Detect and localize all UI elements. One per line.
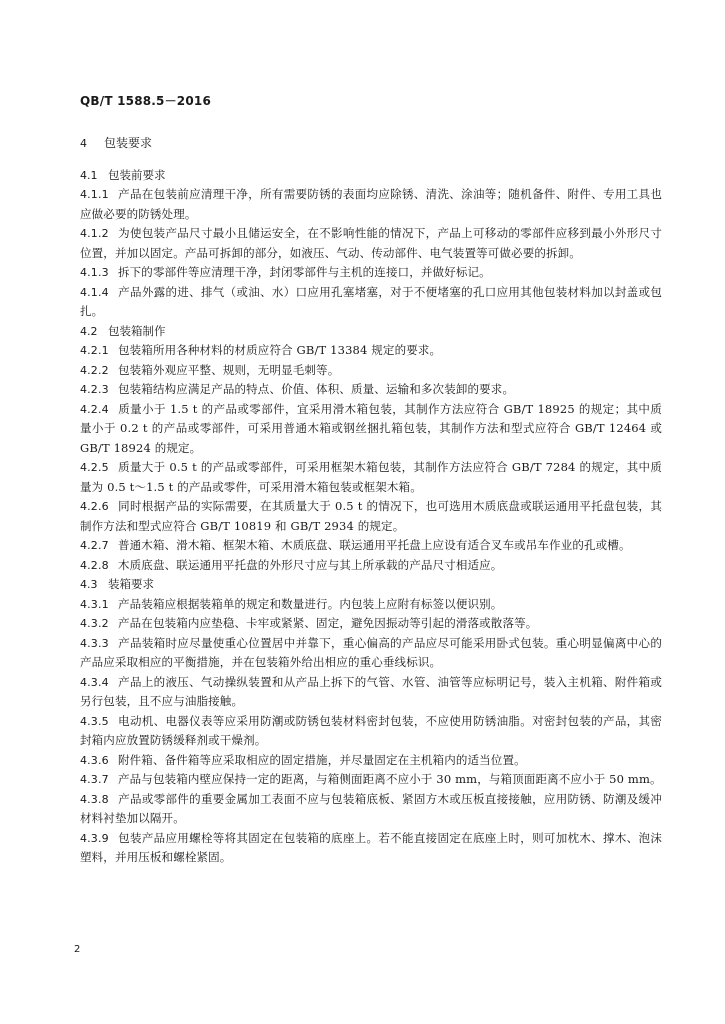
standard-code: QB/T 1588.5－2016 — [80, 94, 211, 108]
clause-number: 4.3.4 — [80, 675, 109, 689]
clause-number: 4.2.4 — [80, 402, 109, 416]
clause-text: 产品上的液压、气动操纵装置和从产品上拆下的气管、水管、油管等应标明记号，装入主机箱、附件箱或另行包装，且不应与油脂接触。 — [80, 674, 662, 708]
clause-number: 4.3 — [80, 578, 98, 591]
clause-text: 电动机、电器仪表等应采用防潮或防锈包装材料密封包装，不应使用防锈油脂。对密封包装的产品，其密封箱内应放置防锈缓释剂或干燥剂。 — [80, 713, 662, 747]
clause-number: 4.2.8 — [80, 558, 109, 572]
clause-paragraph — [80, 283, 662, 322]
clause-paragraph — [80, 712, 662, 751]
clause-number: 4.3.8 — [80, 792, 109, 806]
clause-number: 4.2.7 — [80, 539, 109, 552]
clause-number: 4.2.1 — [80, 344, 109, 357]
clause-text: 普通木箱、滑木箱、框架木箱、木质底盘、联运通用平托盘上应设有适合叉车或吊车作业的孔或槽。 — [118, 538, 631, 552]
clause-text: 包装箱外观应平整、规则，无明显毛刺等。 — [118, 362, 340, 377]
clause-paragraph — [80, 634, 662, 673]
clause-paragraph — [80, 380, 662, 400]
clause-text: 产品装箱时应尽量使重心位置居中并靠下，重心偏高的产品应尽可能采用卧式包装。重心明显偏离中心的产品应采取相应的平衡措施，并在包装箱外给出相应的重心垂线标识。 — [80, 635, 662, 669]
clause-number: 4.2.6 — [80, 500, 109, 513]
clause-paragraph — [80, 829, 662, 868]
clause-text: 拆下的零部件等应清理干净，封闭零部件与主机的连接口，并做好标记。 — [118, 265, 491, 279]
clause-number: 4.3.9 — [80, 831, 109, 845]
clause-paragraph — [80, 458, 662, 497]
clause-text: 同时根据产品的实际需要，在其质量大于 0.5 t 的情况下，也可选用木质底盘或联运通用平托盘包装，其制作方法和型式应符合 GB/T 10819 和 GB/T 2934 的规定。 — [80, 499, 662, 533]
clause-paragraph — [80, 361, 662, 381]
clause-number: 4 — [80, 137, 87, 150]
section-heading — [80, 166, 662, 186]
clause-text: 包装箱所用各种材料的材质应符合 GB/T 13384 规定的要求。 — [118, 343, 442, 357]
clause-text: 产品外露的进、排气（或油、水）口应用孔塞堵塞，对于不便堵塞的孔口应用其他包装材料加以封盖或包扎。 — [80, 284, 662, 318]
clause-paragraph — [80, 751, 662, 771]
clause-text: 产品与包装箱内壁应保持一定的距离，与箱侧面距离不应小于 30 mm，与箱顶面距离不应小于 50 mm。 — [118, 772, 662, 786]
section-heading — [80, 322, 662, 342]
clause-number: 4.3.1 — [80, 597, 109, 611]
clause-text: 产品或零部件的重要金属加工表面不应与包装箱底板、紧固方木或压板直接接触，应用防锈、防潮及缓冲材料衬垫加以隔开。 — [80, 791, 662, 825]
clause-paragraph — [80, 263, 662, 283]
clause-paragraph — [80, 595, 662, 615]
clause-number: 4.2.2 — [80, 363, 109, 377]
clause-number: 4.3.3 — [80, 636, 109, 650]
document-body — [80, 134, 662, 868]
clause-number: 4.3.5 — [80, 714, 109, 728]
clause-paragraph — [80, 614, 662, 634]
clause-text: 质量小于 1.5 t 的产品或零部件，宜采用滑木箱包装，其制作方法应符合 GB/T 18925 的规定；其中质量小于 0.2 t 的产品或零部件，可采用普通木箱或钢丝捆扎箱包装，其制作方法和型式应符合 GB/T 12464 或 GB/T 18924 的规定。 — [80, 401, 662, 455]
page-number: 2 — [74, 944, 81, 955]
clause-paragraph — [80, 224, 662, 263]
section-heading — [80, 134, 662, 154]
clause-text: 产品在包装前应清理干净，所有需要防锈的表面均应除锈、清洗、涂油等；随机备件、附件、专用工具也应做必要的防锈处理。 — [80, 187, 662, 221]
heading-text: 包装要求 — [104, 136, 153, 150]
heading-text: 包装箱制作 — [108, 323, 166, 338]
clause-number: 4.3.7 — [80, 773, 109, 786]
section-heading — [80, 575, 662, 595]
clause-number: 4.2 — [80, 324, 98, 338]
clause-text: 包装箱结构应满足产品的特点、价值、体积、质量、运输和多次装卸的要求。 — [118, 382, 515, 396]
clause-number: 4.1.1 — [80, 188, 109, 201]
clause-number: 4.2.5 — [80, 461, 109, 474]
clause-number: 4.1.2 — [80, 227, 109, 240]
heading-text: 装箱要求 — [108, 577, 154, 591]
clause-text: 产品装箱应根据装箱单的规定和数量进行。内包装上应附有标签以便识别。 — [118, 596, 503, 611]
clause-paragraph — [80, 400, 662, 459]
clause-text: 产品在包装箱内应垫稳、卡牢或紧紧、固定，避免因振动等引起的滑落或散落等。 — [118, 616, 538, 630]
clause-paragraph — [80, 497, 662, 536]
clause-paragraph — [80, 770, 662, 790]
clause-paragraph — [80, 556, 662, 576]
clause-text: 为使包装产品尺寸最小且储运安全，在不影响性能的情况下，产品上可移动的零部件应移到最小外形尺寸位置，并加以固定。产品可拆卸的部分，如液压、气动、传动部件、电气装置等可做必要的拆卸。 — [80, 226, 662, 260]
heading-text: 包装前要求 — [108, 167, 166, 182]
clause-number: 4.3.6 — [80, 753, 109, 767]
clause-text: 质量大于 0.5 t 的产品或零部件，可采用框架木箱包装，其制作方法应符合 GB/T 7284 的规定，其中质量为 0.5 t～1.5 t 的产品或零件，可采用滑木箱包装或框架木箱。 — [80, 460, 662, 494]
clause-paragraph — [80, 536, 662, 556]
clause-number: 4.1.4 — [80, 285, 109, 299]
clause-number: 4.3.2 — [80, 617, 109, 630]
clause-number: 4.2.3 — [80, 383, 109, 396]
clause-paragraph — [80, 673, 662, 712]
clause-number: 4.1 — [80, 168, 98, 182]
clause-paragraph — [80, 341, 662, 361]
clause-paragraph — [80, 790, 662, 829]
clause-text: 木质底盘、联运通用平托盘的外形尺寸应与其上所承载的产品尺寸相适应。 — [118, 557, 503, 572]
clause-paragraph — [80, 185, 662, 224]
clause-text: 包装产品应用螺栓等将其固定在包装箱的底座上。若不能直接固定在底座上时，则可加枕木、撑木、泡沫塑料，并用压板和螺栓紧固。 — [80, 830, 662, 864]
clause-text: 附件箱、备件箱等应采取相应的固定措施，并尽量固定在主机箱内的适当位置。 — [118, 752, 526, 767]
clause-number: 4.1.3 — [80, 266, 109, 279]
